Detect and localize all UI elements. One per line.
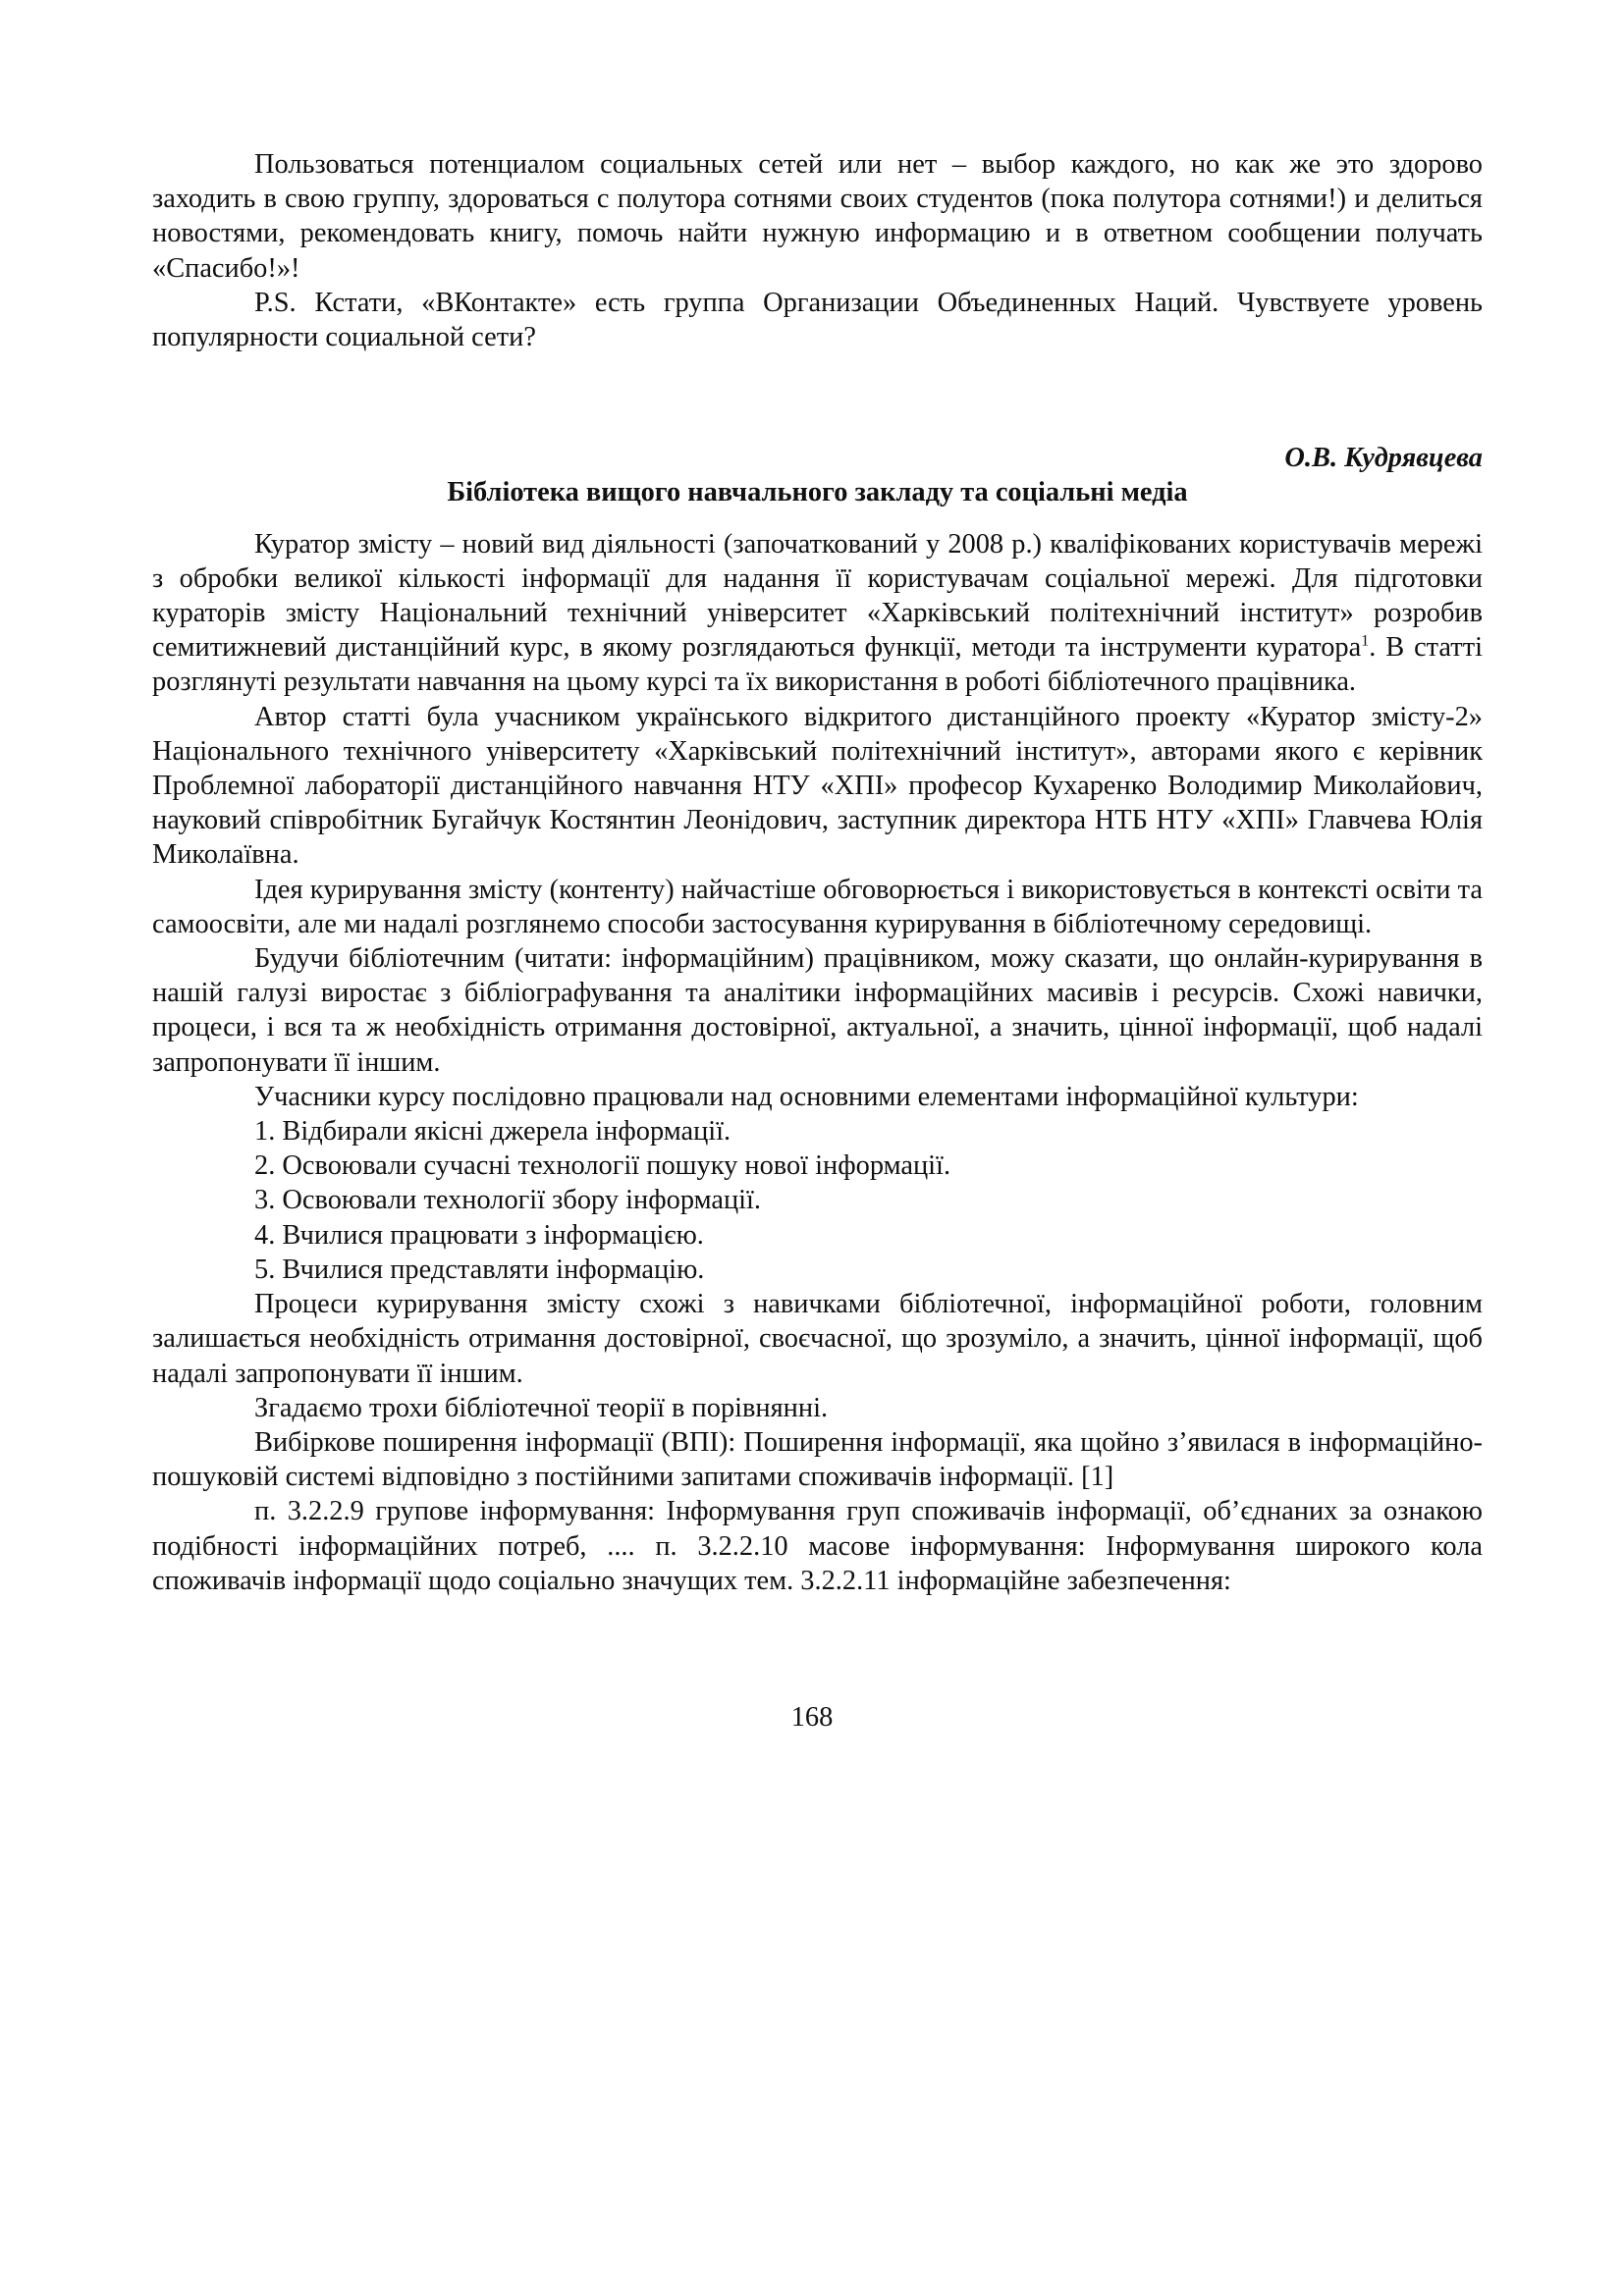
- article-paragraph-8: Вибіркове поширення інформації (ВПІ): Поширення інформації, яка щойно з’явилася в інформаційно-пошуковій системі відповідно з постійними запитами споживачів інформації. [1]: [152, 1426, 1483, 1493]
- article-paragraph-1: [152, 527, 1483, 700]
- list-item: 3. Освоювали технології збору інформації.: [254, 1185, 762, 1216]
- article-paragraph-7: Згадаємо трохи бібліотечної теорії в порівнянні.: [254, 1392, 829, 1423]
- article-author: О.В. Кудрявцева: [1284, 443, 1483, 474]
- article-title: Бібліотека вищого навчального закладу та соціальні медіа: [447, 477, 1188, 508]
- article-paragraph-1-text: Куратор змісту – новий вид діяльності (започаткований у 2008 р.) кваліфікованих користувачів мережі з обробки великої кількості інформації для надання її користувачам соціальної мережі. Для підготовки кураторів змісту Національний технічний університет «Харківський політехнічний інститут» розробив семитижневий дистанційний курс, в якому розглядаються функції, методи та інструменти куратора: [152, 528, 1483, 664]
- list-item: 5. Вчилися представляти інформацію.: [254, 1254, 705, 1285]
- list-item: 4. Вчилися працювати з інформацією.: [254, 1219, 704, 1251]
- article-paragraph-9: п. 3.2.2.9 групове інформування: Інформування груп споживачів інформації, об’єднаних за ознакою подібності інформаційних потреб, .... п. 3.2.2.10 масове інформування: Інформування широкого кола споживачів інформації щодо соціально значущих тем. 3.2.2.11 інформаційне забезпечення:: [152, 1496, 1483, 1596]
- list-item: 2. Освоювали сучасні технології пошуку нової інформації.: [254, 1150, 951, 1182]
- article-paragraph-1-tail: . В статті розглянуті результати навчання на цьому курсі та їх використання в роботі бібліотечного працівника.: [152, 632, 1483, 698]
- section-gap: [152, 354, 1483, 441]
- intro-paragraph-1: Пользоваться потенциалом социальных сетей или нет – выбор каждого, но как же это здорово заходить в свою группу, здороваться с полутора сотнями своих студентов (пока полутора сотнями!) и делиться новостями, рекомендовать книгу, помочь найти нужную информацию и в ответном сообщении получать «Спасибо!»!: [152, 149, 1483, 284]
- article-paragraph-3: Ідея курирування змісту (контенту) найчастіше обговорюється і використовується в контексті освіти та самоосвіти, але ми надалі розглянемо способи застосування курирування в бібліотечному середовищі.: [152, 874, 1483, 939]
- article-paragraph-4: Будучи бібліотечним (читати: інформаційним) працівником, можу сказати, що онлайн-курирування в нашій галузі виростає з бібліографування та аналітики інформаційних масивів і ресурсів. Схожі навички, процеси, і вся та ж необхідність отримання достовірної, актуальної, а значить, цінної інформації, щоб надалі запропонувати її іншим.: [152, 943, 1483, 1078]
- page-body: [152, 147, 1483, 1598]
- page-number: 168: [790, 1702, 834, 1733]
- list-item: 1. Відбирали якісні джерела інформації.: [254, 1116, 731, 1148]
- footnote-marker: 1: [1361, 632, 1370, 650]
- article-paragraph-2: Автор статті була учасником українського відкритого дистанційного проекту «Куратор змісту-2» Національного технічного університету «Харківський політехнічний інститут», авторами якого є керівник Проблемної лабораторії дистанційного навчання НТУ «ХПІ» професор Кухаренко Володимир Миколайович, науковий співробітник Бугайчук Костянтин Леонідович, заступник директора НТБ НТУ «ХПІ» Главчева Юлія Миколаївна.: [152, 701, 1483, 871]
- article-paragraph-6: Процеси курирування змісту схожі з навичками бібліотечної, інформаційної роботи, головним залишається необхідність отримання достовірної, своєчасної, що зрозуміло, а значить, цінної інформації, щоб надалі запропонувати її іншим.: [152, 1289, 1483, 1389]
- intro-paragraph-2: P.S. Кстати, «ВКонтакте» есть группа Организации Объединенных Наций. Чувствуете уровень популярности социальной сети?: [152, 287, 1483, 353]
- article-paragraph-5: Учасники курсу послідовно працювали над основними елементами інформаційної культури:: [254, 1081, 1359, 1112]
